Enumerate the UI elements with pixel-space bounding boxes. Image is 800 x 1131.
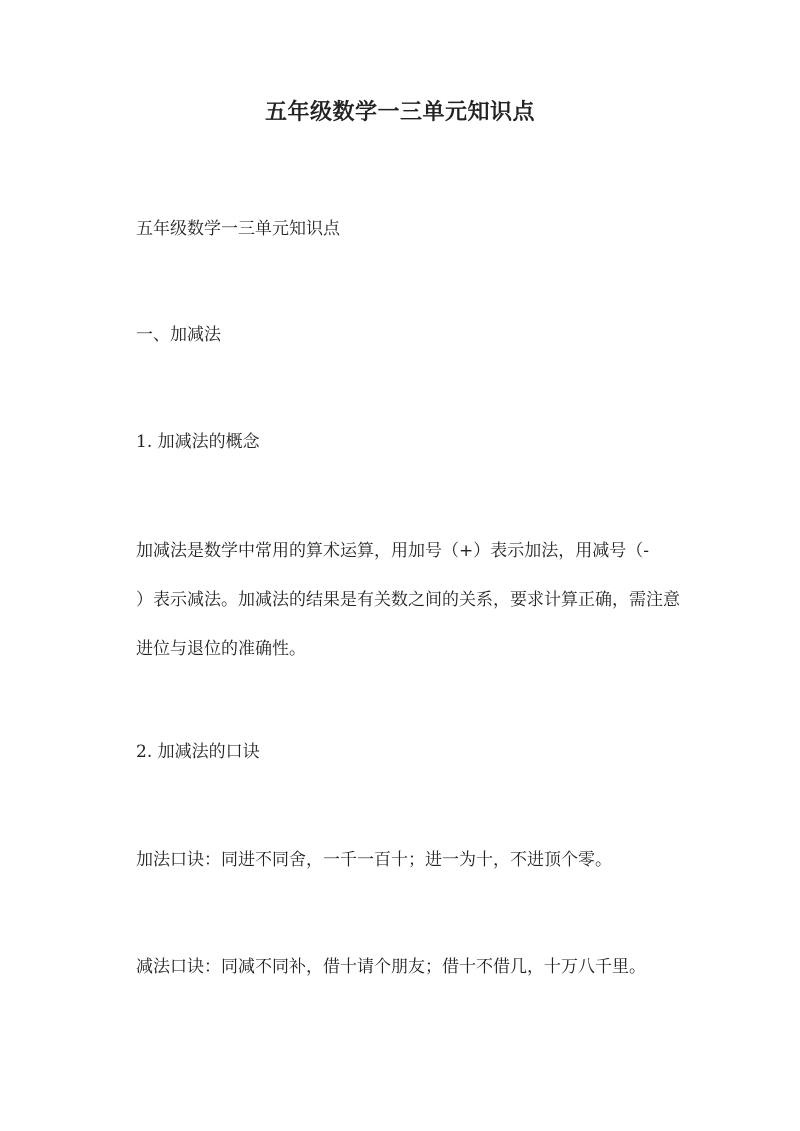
concept-paragraph xyxy=(136,527,696,674)
addition-rhyme: 加法口诀：同进不同舍，一千一百十；进一为十，不进顶个零。 xyxy=(136,850,612,870)
document-subtitle: 五年级数学一三单元知识点 xyxy=(136,219,340,239)
section-heading-addition-subtraction: 一、加减法 xyxy=(136,325,221,345)
subtraction-rhyme: 减法口诀：同减不同补，借十请个朋友；借十不借几，十万八千里。 xyxy=(136,957,646,977)
subsection-heading-rhymes: 2. 加减法的口诀 xyxy=(136,742,260,762)
document-title: 五年级数学一三单元知识点 xyxy=(264,99,535,125)
subsection-heading-concept: 1. 加减法的概念 xyxy=(136,432,260,452)
concept-paragraph-line-3: 进位与退位的准确性。 xyxy=(136,639,306,659)
concept-paragraph-line-2: ）表示减法。加减法的结果是有关数之间的关系，要求计算正确，需注意 xyxy=(136,590,680,610)
concept-paragraph-line-1: 加减法是数学中常用的算术运算，用加号（+）表示加法，用减号（- xyxy=(136,541,649,561)
